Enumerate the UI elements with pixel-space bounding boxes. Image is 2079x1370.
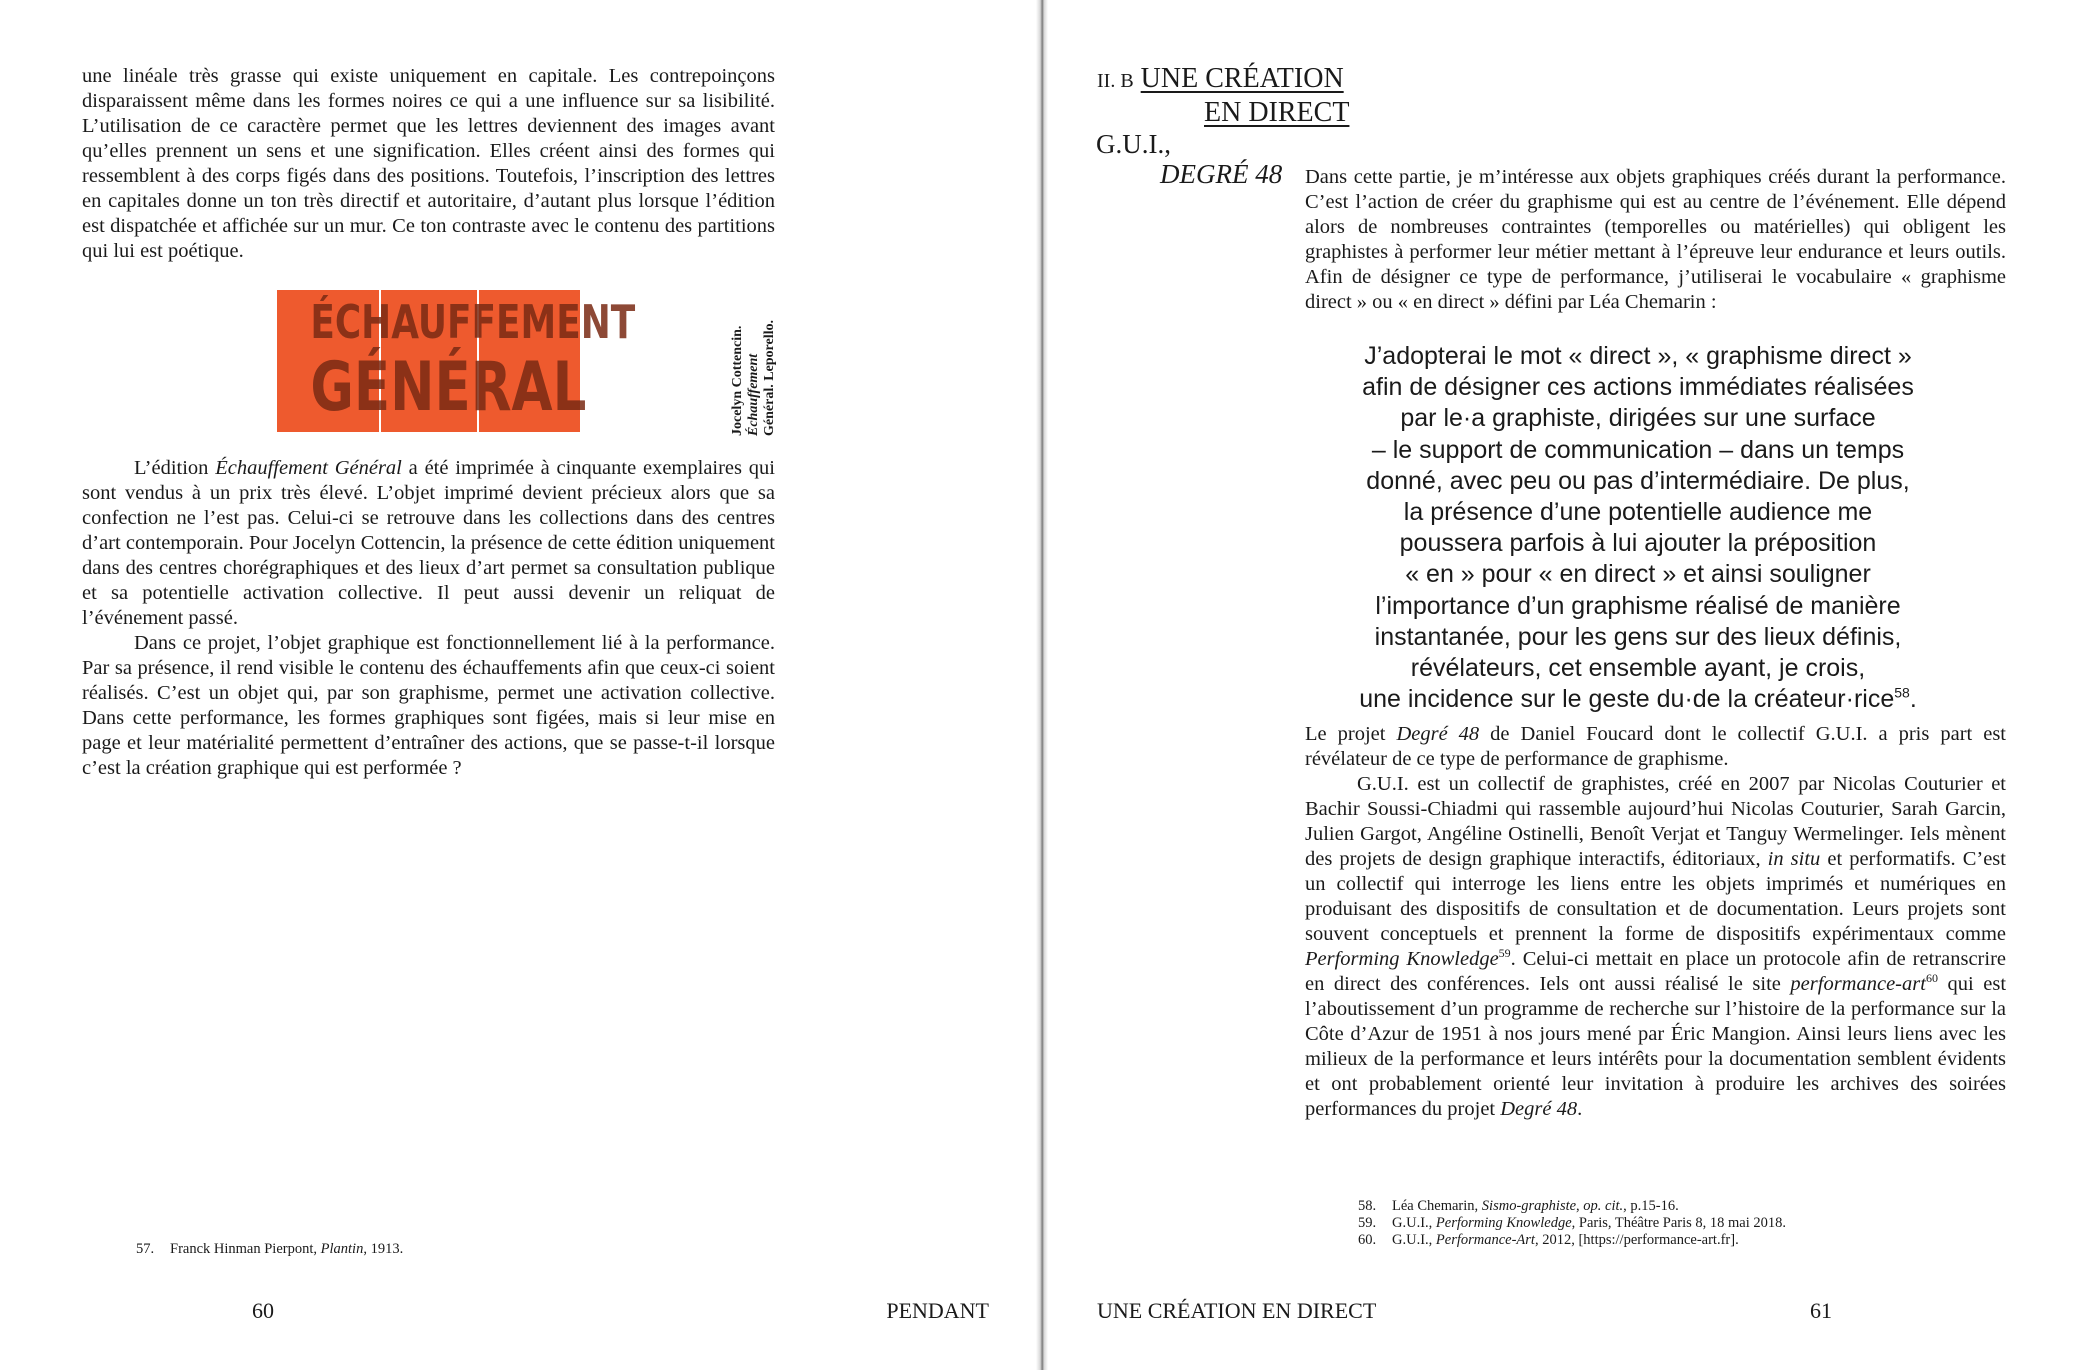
quote-line: poussera parfois à lui ajouter la préposition [1399, 529, 1877, 558]
figure-word-1: ÉCHAUFFEMENT [310, 295, 636, 349]
text-span: L’édition [134, 457, 216, 479]
quote-line: par le·a graphiste, dirigées sur une surface [1400, 404, 1876, 433]
caption-line-2: Échauffement [746, 353, 761, 436]
footnote-text: , p.15-16. [1623, 1198, 1679, 1214]
footnote-ref-59[interactable]: 59 [1498, 946, 1511, 961]
italic-title: Performing Knowledge [1305, 948, 1499, 970]
quote-line: une incidence sur le geste du·de la créateur·rice [1359, 685, 1895, 714]
text-span: qui est l’aboutissement d’un programme de recherche sur l’histoire de la performance sur la Côte d’Azur de 1951 à nos jours mené par Éric Mangion. Ainsi leurs liens avec les milieux de la performance et leurs intérêts pour la documentation semblent évidents et ont probablement orienté leur invitation à produire les archives des soirées performances du projet [1305, 973, 2007, 1120]
left-page [0, 0, 1036, 1370]
italic-title: Degré 48 [1500, 1098, 1578, 1120]
caption-line-1: Jocelyn Cottencin. [730, 325, 745, 436]
footnote-title: Performing Knowledge [1435, 1215, 1572, 1231]
intro-paragraph [1305, 165, 2006, 315]
text-span: G.U.I. est un collectif de graphistes, créé en 2007 par Nicolas Couturier et Bachir Soussi-Chiadmi qui rassemble aujourd’hui Nicolas Couturier, Sarah Garcin, Julien Gargot, Angéline Ostinelli, Benoît Verjat et Tanguy Wermelinger. Iels mènent des projets de design graphique interactifs, éditoriaux, [1305, 773, 2006, 870]
quote-line: instantanée, pour les gens sur des lieux définis, [1374, 622, 1902, 651]
text-span: et performatifs. C’est un collectif qui interroge les liens entre les objets imprimés et numériques en produisant des dispositifs de consultation et de documentation. Leurs projets sont souvent conceptuels et prennent la forme de dispositifs expérimentaux comme [1305, 848, 2006, 945]
paragraph-text: une linéale très grasse qui existe uniquement en capitale. Les contrepoinçons disparaissent même dans les formes noires ce qui a une influence sur sa lisibilité. L’utilisation de ce caractère permet que les lettres deviennent des images avant qu’elles prennent un sens et une signification. Elles créent ainsi des formes qui ressemblent à des corps figés dans des positions. Toutefois, l’inscription des lettres en capitales donne un ton très directif et autoritaire, d’autant plus lorsque l’édition est dispatchée et affichée sur un mur. Ce ton contraste avec le contenu des partitions qui lui est poétique. [82, 65, 775, 262]
quote-line: révélateurs, cet ensemble ayant, je crois, [1410, 654, 1866, 683]
text-span: de Daniel Foucard dont le collectif G.U.I. a pris part est révélateur de ce type de performance de graphisme. [1305, 723, 2006, 770]
footnote-59 [1358, 1215, 1978, 1232]
italic-title: Échauffement Général [215, 457, 402, 479]
caption-rotated [730, 296, 778, 436]
quote-line: – le support de communication – dans un temps [1371, 435, 1905, 464]
text-span: a été imprimée à cinquante exemplaires qui sont vendus à un prix très élevé. L’objet imprimé devient précieux alors que sa confection ne l’est pas. Celui-ci se retrouve dans les collections dans des centres d’art contemporain. Pour Jocelyn Cottencin, la présence de cette édition uniquement dans des centres chorégraphiques et des lieux d’art permet sa consultation publique et sa potentielle activation collective. Il peut aussi devenir un reliquat de l’événement passé. [82, 457, 775, 629]
footnote-number: 60. [1358, 1232, 1377, 1248]
left-paragraph-1 [82, 64, 775, 264]
paragraph-text: Dans cette partie, je m’intéresse aux objets graphiques créés durant la performance. C’est l’action de créer du graphisme qui est au centre de l’événement. Elle dépend alors de nombreuses contraintes (temporelles ou matérielles) qui obligent les graphistes à performer leur métier mettant à l’épreuve leur endurance et leurs outils. Afin de désigner ce type de performance, j’utiliserai le vocabulaire « graphisme direct » ou « en direct » défini par Léa Chemarin : [1305, 166, 2006, 313]
quote-last-line: une incidence sur le geste du·de la créateur·rice$^{58}$. [1359, 684, 1917, 714]
footnote-rest: , 1913. [363, 1241, 404, 1257]
footnote-author: Franck Hinman Pierpont, [170, 1241, 321, 1257]
quote-line: donné, avec peu ou pas d’intermédiaire. De plus, [1366, 466, 1910, 495]
italic-term: in situ [1767, 848, 1821, 870]
page-number-left: 60 [252, 1298, 274, 1323]
paragraph-gui [1305, 772, 2006, 1122]
footnote-text: , Paris, Théâtre Paris 8, 18 mai 2018. [1571, 1215, 1787, 1231]
footnote-title: Sismo-graphiste [1481, 1198, 1577, 1214]
paragraph-projet-degre [1305, 722, 2006, 772]
footnote-title: Plantin [320, 1241, 364, 1257]
footnote-ref-58[interactable]: 58 [1894, 684, 1910, 701]
quote-line: « en » pour « en direct » et ainsi souligner [1405, 560, 1871, 589]
running-head-left: PENDANT [886, 1298, 989, 1323]
footnote-58 [1358, 1198, 1978, 1215]
footnote-title: Performance-Art [1435, 1232, 1535, 1248]
footnote-text: , [1576, 1198, 1584, 1214]
right-body-text [1305, 722, 2006, 1122]
footnote-text: , 2012, [https://performance-art.fr]. [1534, 1232, 1739, 1248]
text-span: Le projet [1305, 723, 1397, 745]
right-page [1048, 0, 2079, 1370]
footnote-text: G.U.I., [1392, 1215, 1436, 1231]
quote-line: l’importance d’un graphisme réalisé de manière [1375, 591, 1901, 620]
paragraph-projet: Dans ce projet, l’objet graphique est fonctionnellement lié à la performance. Par sa présence, il rend visible le contenu des échauffements afin que ceux-ci soient réalisés. C’est un objet qui, par son graphisme, permet une activation collective. Dans cette performance, les formes graphiques sont figées, mais si leur mise en page et leur matérialité permettent d’entraîner des actions, que se passe-t-il lorsque c’est la création graphique qui est performée ? [82, 632, 775, 779]
italic-title: performance-art [1790, 973, 1926, 995]
footnote-number: 58. [1358, 1198, 1377, 1214]
section-title-line-1: UNE CRÉATION [1140, 63, 1344, 94]
project-name: G.U.I., [1096, 129, 1171, 159]
footnote-57 [136, 1241, 736, 1258]
section-title-line-2: EN DIRECT [1204, 97, 1350, 128]
figure-word-2: GÉNÉRAL [310, 348, 587, 427]
left-body-text [82, 456, 775, 781]
quote-line: la présence d’une potentielle audience me [1403, 498, 1873, 527]
figure-caption [730, 296, 840, 436]
footnote-60 [1358, 1232, 1978, 1249]
echauffement-general-figure [277, 290, 636, 432]
paragraph-edition [82, 456, 775, 631]
page-number-right: 61 [1810, 1298, 1832, 1323]
text-span: . [1577, 1098, 1583, 1120]
quote-line: afin de désigner ces actions immédiates réalisées [1362, 373, 1914, 402]
footnote-text: Léa Chemarin, [1392, 1198, 1482, 1214]
italic-title: Degré 48 [1396, 723, 1480, 745]
footnote-text: G.U.I., [1392, 1232, 1436, 1248]
running-head-right: UNE CRÉATION EN DIRECT [1097, 1298, 1377, 1323]
section-number: II. B [1097, 70, 1134, 92]
footnote-ref-60[interactable]: 60 [1925, 971, 1938, 986]
footnotes [1358, 1198, 1978, 1249]
book-gutter [1036, 0, 1048, 1370]
caption-line-3: Général. Leporello. [762, 320, 777, 436]
text-span: . Celui-ci mettait en place un protocole afin de retranscrire en direct des conférences. Iels ont aussi réalisé le site [1305, 948, 2006, 995]
block-quote [1323, 341, 1953, 715]
footnote-number: 57. [136, 1241, 155, 1257]
quote-line: J’adopterai le mot « direct », « graphisme direct » [1364, 342, 1912, 370]
project-title: DEGRÉ 48 [1160, 159, 1283, 189]
footnote-number: 59. [1358, 1215, 1377, 1231]
footnote-opcit: op. cit. [1583, 1198, 1624, 1214]
figure-lettering [277, 290, 636, 432]
section-heading [1097, 63, 1349, 129]
